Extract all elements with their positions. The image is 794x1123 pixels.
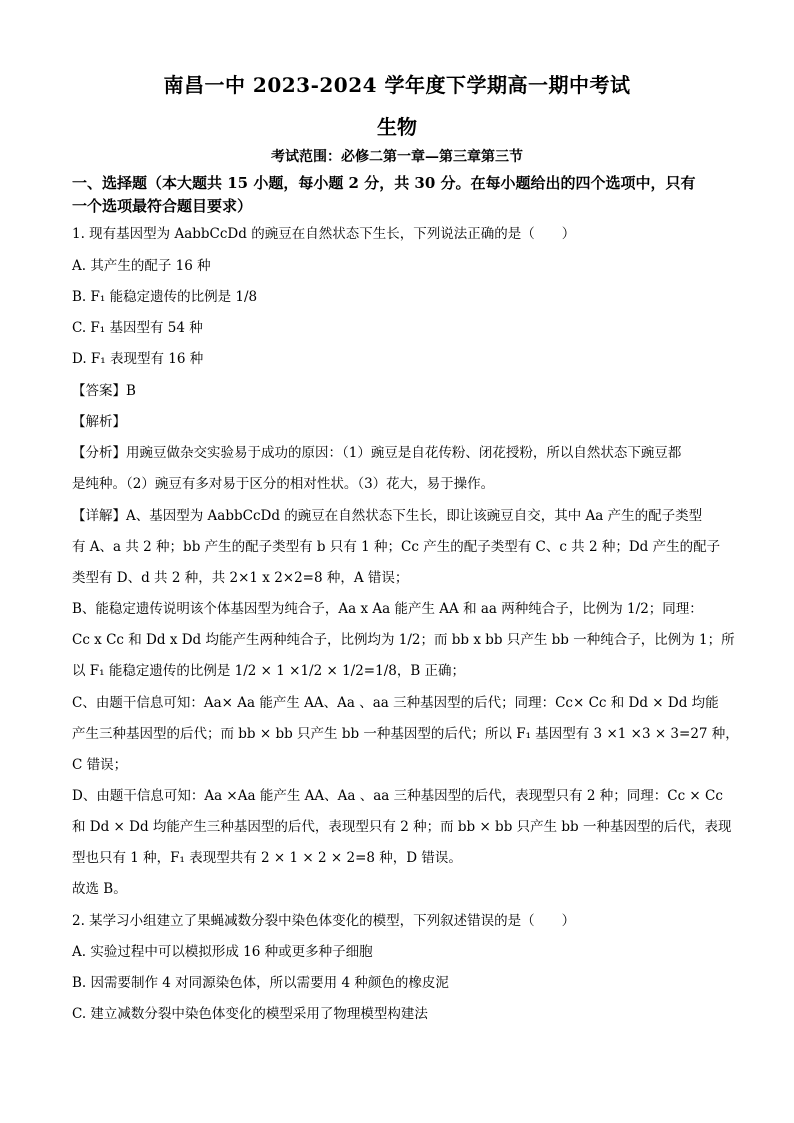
detail-line: 产生三种基因型的后代；而 bb × bb 只产生 bb 一种基因型的后代；所以 F₁ 基因型有 3 ×1 ×3 × 3=27 种， bbox=[72, 726, 739, 742]
section-heading bbox=[72, 172, 724, 218]
question-2-stem: 2. 某学习小组建立了果蝇减数分裂中染色体变化的模型，下列叙述错误的是（ ） bbox=[72, 913, 576, 929]
question-2-option-a: A. 实验过程中可以模拟形成 16 种或更多种子细胞 bbox=[72, 944, 373, 960]
analysis-line: 【分析】用豌豆做杂交实验易于成功的原因：（1）豌豆是自花传粉、闭花授粉，所以自然状态下豌豆都 bbox=[72, 445, 682, 461]
question-1-answer: 【答案】B bbox=[72, 383, 136, 399]
detail-line: 型也只有 1 种，F₁ 表现型共有 2 × 1 × 2 × 2=8 种，D 错误。 bbox=[72, 850, 462, 866]
detail-line: C 错误； bbox=[72, 757, 128, 773]
subject-title: 生物 bbox=[377, 115, 417, 139]
detail-line: D、由题干信息可知：Aa ×Aa 能产生 AA、Aa 、aa 三种基因型的后代，表现型只有 2 种；同理：Cc × Cc bbox=[72, 788, 723, 804]
question-2-option-b: B. 因需要制作 4 对同源染色体，所以需要用 4 种颜色的橡皮泥 bbox=[72, 975, 449, 991]
detail-line: C、由题干信息可知：Aa× Aa 能产生 AA、Aa 、aa 三种基因型的后代；同理：Cc× Cc 和 Dd × Dd 均能 bbox=[72, 695, 719, 711]
question-2-option-c: C. 建立减数分裂中染色体变化的模型采用了物理模型构建法 bbox=[72, 1006, 428, 1022]
question-1-conclusion: 故选 B。 bbox=[72, 881, 127, 897]
detail-line: 以 F₁ 能稳定遗传的比例是 1/2 × 1 ×1/2 × 1/2=1/8，B 正确； bbox=[72, 663, 466, 679]
detail-line: 类型有 D、d 共 2 种，共 2×1 x 2×2=8 种，A 错误； bbox=[72, 570, 409, 586]
question-1-option-c: C. F₁ 基因型有 54 种 bbox=[72, 320, 203, 336]
exam-title: 南昌一中 2023-2024 学年度下学期高一期中考试 bbox=[163, 73, 631, 97]
section-heading-line-1: 一、选择题（本大题共 15 小题，每小题 2 分，共 30 分。在每小题给出的四个选项中，只有 bbox=[72, 174, 696, 192]
exam-scope: 考试范围：必修二第一章—第三章第三节 bbox=[271, 149, 523, 165]
question-1-option-b: B. F₁ 能稳定遗传的比例是 1/8 bbox=[72, 289, 258, 305]
detail-line: Cc x Cc 和 Dd x Dd 均能产生两种纯合子，比例均为 1/2；而 bb x bb 只产生 bb 一种纯合子，比例为 1；所 bbox=[72, 632, 735, 648]
question-1-stem: 1. 现有基因型为 AabbCcDd 的豌豆在自然状态下生长，下列说法正确的是（ ） bbox=[72, 226, 576, 242]
question-1-analysis-label: 【解析】 bbox=[72, 414, 126, 430]
analysis-line: 是纯种。（2）豌豆有多对易于区分的相对性状。（3）花大，易于操作。 bbox=[72, 476, 495, 492]
section-heading-line-2: 一个选项最符合题目要求） bbox=[72, 197, 253, 215]
question-1-option-a: A. 其产生的配子 16 种 bbox=[72, 258, 211, 274]
detail-line: 有 A、a 共 2 种；bb 产生的配子类型有 b 只有 1 种；Cc 产生的配子类型有 C、c 共 2 种；Dd 产生的配子 bbox=[72, 539, 721, 555]
question-1-option-d: D. F₁ 表现型有 16 种 bbox=[72, 351, 204, 367]
detail-line: B、能稳定遗传说明该个体基因型为纯合子，Aa x Aa 能产生 AA 和 aa 两种纯合子，比例为 1/2；同理： bbox=[72, 601, 703, 617]
detail-line: 【详解】A、基因型为 AabbCcDd 的豌豆在自然状态下生长，即让该豌豆自交，其中 Aa 产生的配子类型 bbox=[72, 508, 703, 524]
detail-line: 和 Dd × Dd 均能产生三种基因型的后代，表现型只有 2 种；而 bb × bb 只产生 bb 一种基因型的后代，表现 bbox=[72, 819, 732, 835]
